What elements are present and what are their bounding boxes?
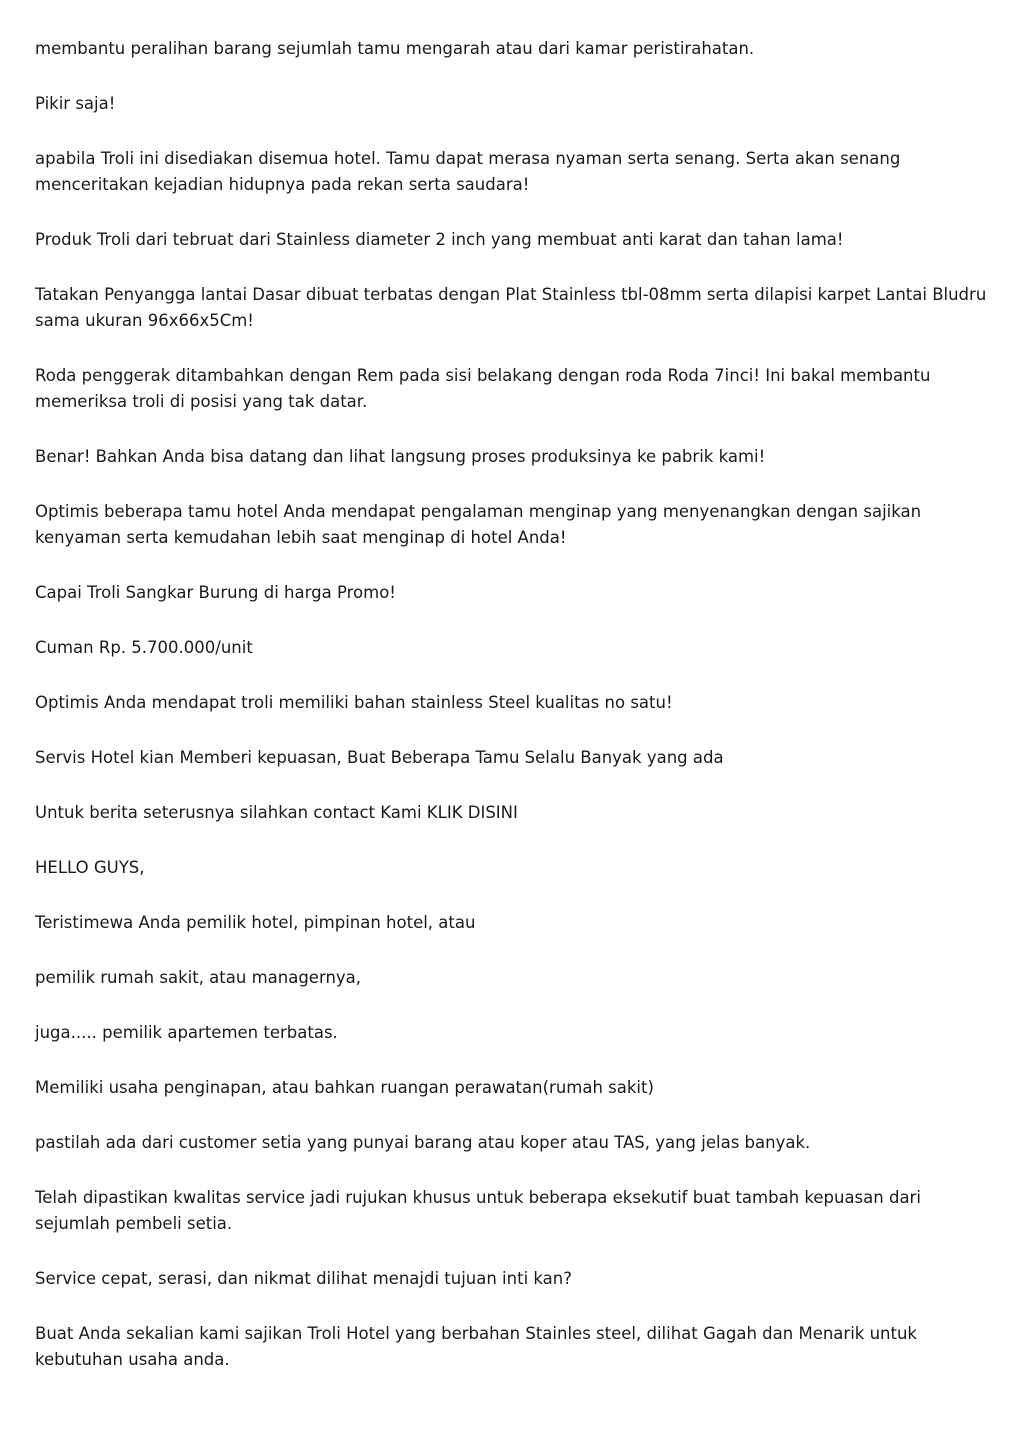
paragraph-kwalitas: Telah dipastikan kwalitas service jadi rujukan khusus untuk beberapa eksekutif buat tambah kepuasan dari sejumlah pembeli setia. (35, 1188, 921, 1233)
paragraph-usaha: Memiliki usaha penginapan, atau bahkan ruangan perawatan(rumah sakit) (35, 1078, 654, 1097)
paragraph-benar: Benar! Bahkan Anda bisa datang dan lihat langsung proses produksinya ke pabrik kami! (35, 447, 766, 466)
paragraph-apartemen: juga..... pemilik apartemen terbatas. (35, 1023, 338, 1042)
paragraph-contact: Untuk berita seterusnya silahkan contact Kami KLIK DISINI (35, 803, 518, 822)
paragraph-service-cepat: Service cepat, serasi, dan nikmat dilihat menajdi tujuan inti kan? (35, 1269, 572, 1288)
paragraph-closing: Buat Anda sekalian kami sajikan Troli Hotel yang berbahan Stainles steel, dilihat Gagah dan Menarik untuk kebutuhan usaha anda. (35, 1324, 917, 1369)
paragraph-intro: membantu peralihan barang sejumlah tamu mengarah atau dari kamar peristirahatan. (35, 39, 755, 58)
paragraph-servis: Servis Hotel kian Memberi kepuasan, Buat Beberapa Tamu Selalu Banyak yang ada (35, 748, 724, 767)
paragraph-customer: pastilah ada dari customer setia yang punyai barang atau koper atau TAS, yang jelas banyak. (35, 1133, 811, 1152)
paragraph-troli-hotel: apabila Troli ini disediakan disemua hotel. Tamu dapat merasa nyaman serta senang. Serta akan senang menceritakan kejadian hidupnya pada rekan serta saudara! (35, 149, 901, 194)
paragraph-stainless-quality: Optimis Anda mendapat troli memiliki bahan stainless Steel kualitas no satu! (35, 693, 673, 712)
paragraph-pikir-saja: Pikir saja! (35, 94, 116, 113)
paragraph-promo: Capai Troli Sangkar Burung di harga Promo! (35, 583, 396, 602)
document-body (35, 36, 995, 1402)
paragraph-tatakan: Tatakan Penyangga lantai Dasar dibuat terbatas dengan Plat Stainless tbl-08mm serta dilapisi karpet Lantai Bludru sama ukuran 96x66x5Cm! (35, 285, 987, 330)
paragraph-price: Cuman Rp. 5.700.000/unit (35, 638, 253, 657)
paragraph-pemilik-hotel: Teristimewa Anda pemilik hotel, pimpinan hotel, atau (35, 913, 476, 932)
paragraph-hello: HELLO GUYS, (35, 858, 145, 877)
paragraph-roda: Roda penggerak ditambahkan dengan Rem pada sisi belakang dengan roda Roda 7inci! Ini bakal membantu memeriksa troli di posisi yang tak datar. (35, 366, 931, 411)
paragraph-optimis-tamu: Optimis beberapa tamu hotel Anda mendapat pengalaman menginap yang menyenangkan dengan sajikan kenyaman serta kemudahan lebih saat menginap di hotel Anda! (35, 502, 922, 547)
paragraph-pemilik-rumah-sakit: pemilik rumah sakit, atau managernya, (35, 968, 362, 987)
paragraph-produk-troli: Produk Troli dari tebruat dari Stainless diameter 2 inch yang membuat anti karat dan tahan lama! (35, 230, 844, 249)
